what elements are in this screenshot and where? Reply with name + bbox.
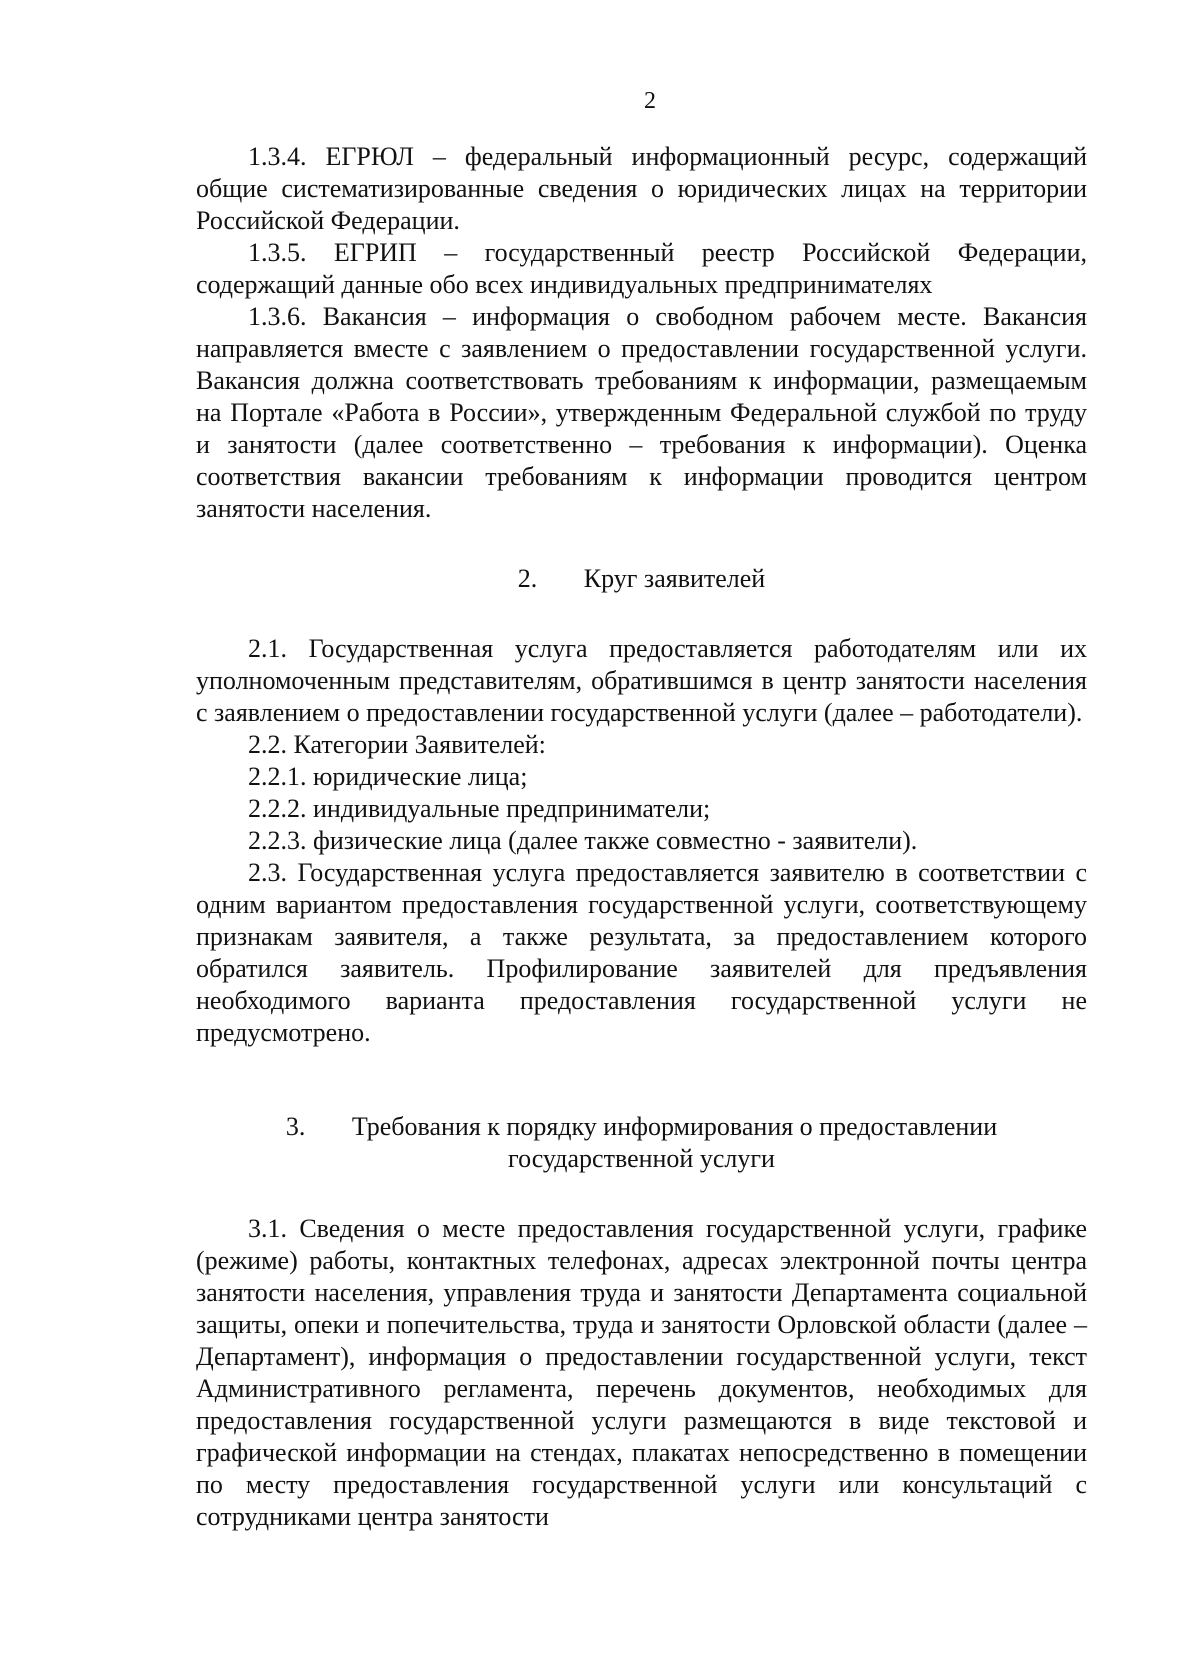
page-number: 2 — [644, 88, 656, 114]
section-3-number: 3. — [285, 1112, 306, 1141]
document-body — [196, 141, 1087, 1533]
paragraph-2-2-3: 2.2.3. физические лица (далее также совместно - заявители). — [248, 826, 918, 855]
paragraph-2-3: 2.3. Государственная услуга предоставляется заявителю в соответствии с одним вариантом предоставления государственной услуги, соответствующему признакам заявителя, а также результата, за предоставлением которого обратился заявитель. Профилирование заявителей для предъявления необходимого варианта предоставления государственной услуги не предусмотрено. — [196, 858, 1087, 1047]
paragraph-2-2-1: 2.2.1. юридические лица; — [248, 762, 528, 791]
paragraph-1-3-6: 1.3.6. Вакансия – информация о свободном рабочем месте. Вакансия направляется вместе с заявлением о предоставлении государственной услуги. Вакансия должна соответствовать требованиям к информации, размещаемым на Портале «Работа в России», утвержденным Федеральной службой по труду и занятости (далее соответственно – требования к информации). Оценка соответствия вакансии требованиям к информации проводится центром занятости населения. — [196, 302, 1087, 523]
paragraph-1-3-5: 1.3.5. ЕГРИП – государственный реестр Российской Федерации, содержащий данные обо всех индивидуальных предпринимателях — [196, 238, 1087, 299]
section-3-title-line-2: государственной услуги — [508, 1144, 775, 1173]
section-3-heading — [196, 1111, 1087, 1175]
section-3-title-line-1: Требования к порядку информирования о предоставлении — [351, 1112, 998, 1141]
section-2-title: Круг заявителей — [583, 564, 766, 593]
paragraph-2-1: 2.1. Государственная услуга предоставляется работодателям или их уполномоченным представителям, обратившимся в центр занятости населения с заявлением о предоставлении государственной услуги (далее – работодатели). — [196, 634, 1087, 727]
paragraph-1-3-4: 1.3.4. ЕГРЮЛ – федеральный информационный ресурс, содержащий общие систематизированные сведения о юридических лицах на территории Российской Федерации. — [196, 142, 1087, 235]
section-2-heading — [196, 563, 1087, 595]
paragraph-2-2-2: 2.2.2. индивидуальные предприниматели; — [248, 794, 711, 823]
paragraph-2-2: 2.2. Категории Заявителей: — [248, 730, 546, 759]
section-2-number: 2. — [517, 564, 538, 593]
paragraph-3-1: 3.1. Сведения о месте предоставления государственной услуги, графике (режиме) работы, контактных телефонах, адресах электронной почты центра занятости населения, управления труда и занятости Департамента социальной защиты, опеки и попечительства, труда и занятости Орловской области (далее – Департамент), информация о предоставлении государственной услуги, текст Административного регламента, перечень документов, необходимых для предоставления государственной услуги размещаются в виде текстовой и графической информации на стендах, плакатах непосредственно в помещении по месту предоставления государственной услуги или консультаций с сотрудниками центра занятости — [196, 1214, 1087, 1531]
